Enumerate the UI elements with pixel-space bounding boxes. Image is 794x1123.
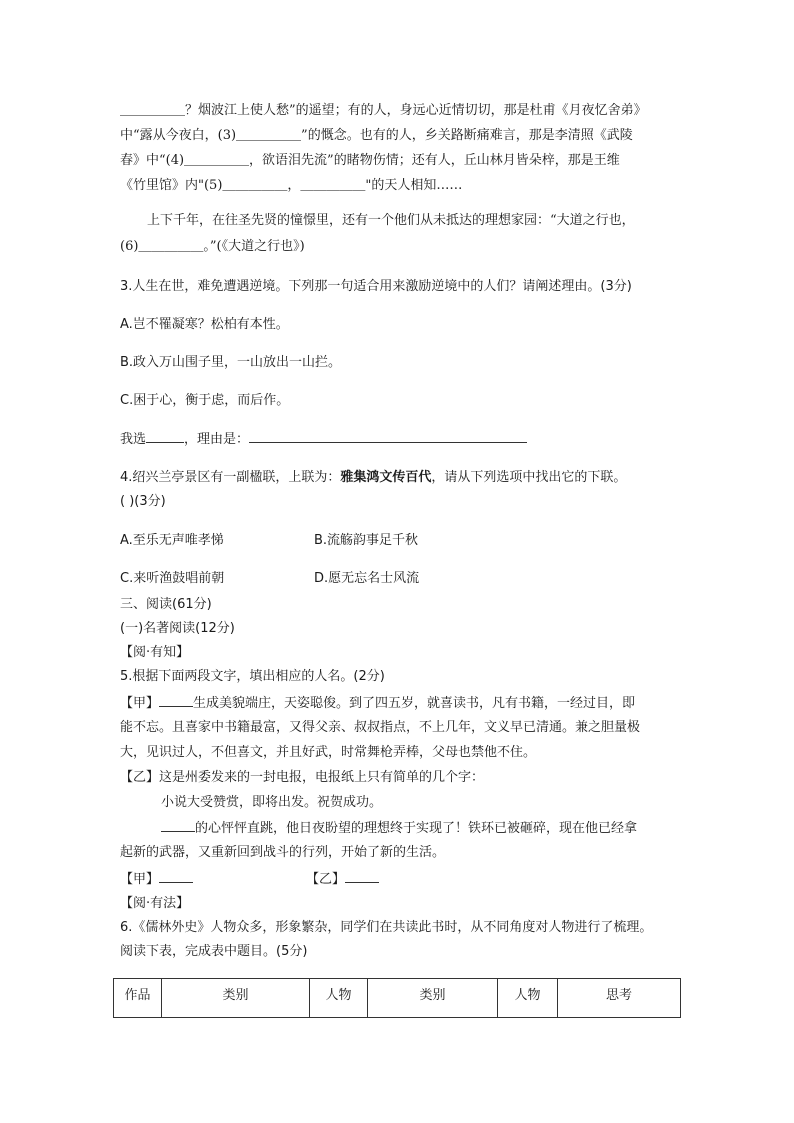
q3-reason-blank[interactable]	[249, 430, 527, 443]
q3-option-a: A.岂不罹凝寒？松柏有本性。	[120, 317, 289, 332]
q4-option-c: C.来听渔鼓唱前朝	[120, 571, 225, 586]
q3-answer-prefix: 我选	[120, 432, 147, 447]
q4-option-d: D.愿无忘名士风流	[314, 571, 420, 586]
q6-stem-line-2: 阅读下表，完成表中题目。(5分)	[120, 944, 308, 959]
q3-option-b: B.政入万山围子里，一山放出一山拦。	[120, 355, 342, 370]
q5-jia-line-1	[120, 694, 635, 713]
table-header-cell: 人物	[310, 979, 368, 1018]
q3-answer-line	[120, 430, 527, 449]
section3-tag1: 【阅·有知】	[120, 645, 190, 660]
table-header-cell: 类别	[368, 979, 498, 1018]
q5-answer-jia	[120, 870, 193, 889]
q4-stem-pre: 4.绍兴兰亭景区有一副楹联，上联为：	[120, 470, 341, 485]
q5-tag2: 【阅·有法】	[120, 896, 190, 911]
q5-yi-telegram: 小说大受赞赏，即将出发。祝贺成功。	[161, 795, 383, 810]
q5-yi-text-1: 这是州委发来的一封电报，电报纸上只有简单的几个字：	[159, 770, 485, 785]
q4-stem-line-2: ( )(3分)	[120, 494, 166, 509]
q3-choice-blank[interactable]	[146, 430, 184, 443]
q5-yi-line-4: 起新的武器，又重新回到战斗的行列，开始了新的生活。	[120, 845, 446, 860]
q5-stem: 5.根据下面两段文字，填出相应的人名。(2分)	[120, 669, 385, 684]
q6-stem-line-1: 6.《儒林外史》人物众多，形象繁杂，同学们在共读此书时，从不同角度对人物进行了梳理。	[120, 920, 653, 935]
table-header-cell: 思考	[558, 979, 681, 1018]
q3-stem: 3.人生在世，难免遭遇逆境。下列那一句适合用来激励逆境中的人们？请阐述理由。(3分)	[120, 279, 632, 294]
q5-answer-yi	[306, 870, 379, 889]
q4-stem	[120, 469, 626, 487]
poem-line-1: ＿＿＿＿＿？烟波江上使人愁”的遥望；有的人，身远心近情切切，那是杜甫《月夜忆舍弟》	[120, 103, 647, 118]
q5-answer-yi-blank[interactable]	[345, 870, 379, 883]
poem-line-2: 中“露从今夜白，(3)＿＿＿＿＿”的慨念。也有的人，乡关路断痛难言，那是李清照《武陵	[120, 128, 633, 143]
q5-yi-name-blank[interactable]	[161, 819, 195, 832]
ideal-line-1: 上下千年，在往圣先贤的憧憬里，还有一个他们从未抵达的理想家园：“大道之行也，	[147, 213, 635, 228]
q5-yi-line-3	[161, 819, 637, 838]
q4-option-b: B.流觞韵事足千秋	[314, 533, 419, 548]
q4-upper-couplet: 雅集鸿文传百代	[340, 470, 432, 485]
table-header-row	[114, 979, 681, 1018]
section3-title: 三、阅读(61分)	[120, 597, 212, 612]
q5-jia-line-2: 能不忘。且喜家中书籍最富，又得父亲、叔叔指点，不上几年，文义早已清通。兼之胆量极	[120, 720, 641, 735]
ideal-line-2: (6)＿＿＿＿＿。”(《大道之行也》)	[120, 239, 305, 254]
table-header-cell: 作品	[114, 979, 162, 1018]
q4-option-a: A.至乐无声唯孝悌	[120, 533, 224, 548]
q5-jia-text-1: 生成美貌端庄，天姿聪俊。到了四五岁，就喜读书，凡有书籍，一经过目，即	[193, 696, 636, 711]
q3-answer-mid: ，理由是：	[184, 432, 250, 447]
q4-stem-post: ，请从下列选项中找出它的下联。	[431, 470, 627, 485]
q5-jia-line-3: 大，见识过人，不但喜文，并且好武，时常舞枪弄棒，父母也禁他不住。	[120, 745, 537, 760]
q5-jia-label: 【甲】	[120, 696, 160, 711]
q5-answer-jia-blank[interactable]	[159, 870, 193, 883]
q3-option-c: C.困于心，衡于虑，而后作。	[120, 393, 290, 408]
rulin-table	[113, 978, 681, 1018]
q5-yi-line-1	[120, 769, 484, 787]
poem-line-3: 春》中“(4)＿＿＿＿＿，欲语泪先流”的睹物伤情；还有人，丘山林月皆朵梓，那是王维	[120, 153, 620, 168]
table-header-cell: 类别	[162, 979, 310, 1018]
q5-answer-jia-label: 【甲】	[120, 872, 160, 887]
q5-jia-name-blank[interactable]	[159, 694, 193, 707]
poem-line-4: 《竹里馆》内"(5)＿＿＿＿＿，＿＿＿＿＿"的天人相知……	[120, 178, 463, 193]
q5-yi-label: 【乙】	[120, 770, 160, 785]
q5-answer-yi-label: 【乙】	[306, 872, 346, 887]
q5-yi-text-3: 的心怦怦直跳，他日夜盼望的理想终于实现了！铁环已被砸碎，现在他已经拿	[195, 821, 638, 836]
table-header-cell: 人物	[498, 979, 558, 1018]
section3-sub1: (一)名著阅读(12分)	[120, 621, 235, 636]
